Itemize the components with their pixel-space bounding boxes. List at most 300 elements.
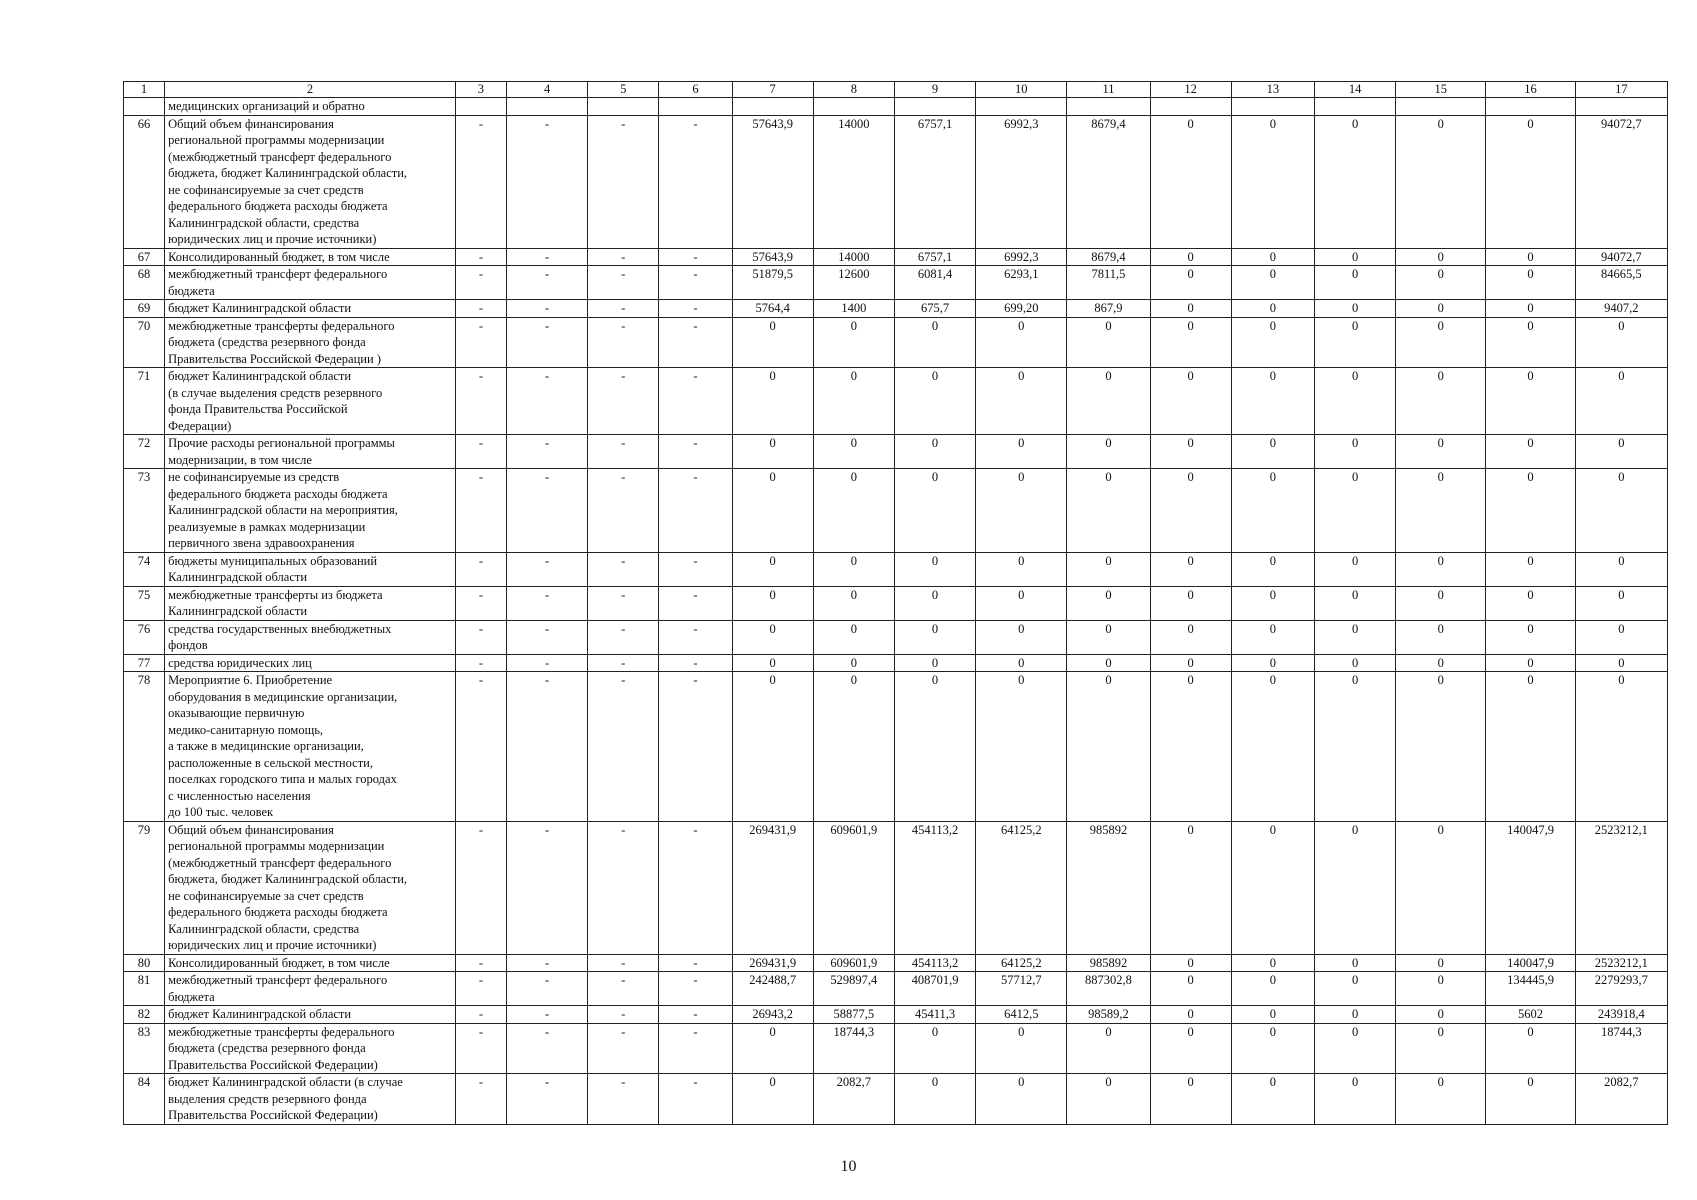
value-cell: 45411,3 bbox=[894, 1006, 975, 1024]
value-cell: - bbox=[588, 368, 659, 435]
value-cell: - bbox=[455, 654, 506, 672]
row-number: 68 bbox=[124, 266, 165, 300]
row-number: 72 bbox=[124, 435, 165, 469]
row-description: бюджет Калининградской области bbox=[165, 1006, 456, 1024]
value-cell: - bbox=[659, 435, 732, 469]
value-cell: 0 bbox=[894, 1023, 975, 1074]
value-cell: 0 bbox=[1231, 672, 1314, 822]
value-cell: 0 bbox=[1396, 821, 1486, 954]
value-cell: - bbox=[588, 954, 659, 972]
table-row bbox=[124, 1074, 1668, 1125]
value-cell: 0 bbox=[1575, 317, 1667, 368]
value-cell: - bbox=[506, 115, 587, 248]
value-cell: 0 bbox=[1067, 672, 1150, 822]
row-description: средства юридических лиц bbox=[165, 654, 456, 672]
table-row bbox=[124, 368, 1668, 435]
value-cell: 0 bbox=[1150, 552, 1231, 586]
value-cell: 0 bbox=[1231, 586, 1314, 620]
value-cell: 0 bbox=[1486, 300, 1575, 318]
value-cell: 0 bbox=[1396, 300, 1486, 318]
value-cell: 0 bbox=[976, 1074, 1067, 1125]
value-cell: 0 bbox=[1314, 248, 1395, 266]
value-cell: 0 bbox=[1067, 620, 1150, 654]
value-cell: - bbox=[659, 248, 732, 266]
value-cell: 57643,9 bbox=[732, 115, 813, 248]
value-cell: - bbox=[588, 1006, 659, 1024]
column-number: 17 bbox=[1575, 82, 1667, 98]
value-cell: 0 bbox=[1486, 672, 1575, 822]
value-cell bbox=[1150, 98, 1231, 116]
row-number: 78 bbox=[124, 672, 165, 822]
value-cell: - bbox=[506, 821, 587, 954]
value-cell: 0 bbox=[813, 586, 894, 620]
value-cell: 134445,9 bbox=[1486, 972, 1575, 1006]
value-cell: - bbox=[506, 586, 587, 620]
value-cell: - bbox=[455, 954, 506, 972]
value-cell: 408701,9 bbox=[894, 972, 975, 1006]
value-cell: 57712,7 bbox=[976, 972, 1067, 1006]
row-number: 73 bbox=[124, 469, 165, 553]
value-cell bbox=[732, 98, 813, 116]
value-cell: 0 bbox=[1575, 368, 1667, 435]
value-cell: 0 bbox=[1575, 552, 1667, 586]
header-row bbox=[124, 82, 1668, 98]
value-cell: 0 bbox=[1150, 654, 1231, 672]
value-cell: 14000 bbox=[813, 115, 894, 248]
value-cell: - bbox=[455, 300, 506, 318]
value-cell: 0 bbox=[1575, 672, 1667, 822]
row-description: Общий объем финансирования региональной программы модернизации (межбюджетный трансферт федерального бюджета, бюджет Калининградской области, не софинансируемые за счет средств федерального бюджета расходы бюджета Калининградской области, средства юридических лиц и прочие источники) bbox=[165, 115, 456, 248]
value-cell: - bbox=[659, 972, 732, 1006]
value-cell: 0 bbox=[1486, 1023, 1575, 1074]
value-cell: - bbox=[588, 654, 659, 672]
column-number: 10 bbox=[976, 82, 1067, 98]
value-cell: 0 bbox=[1575, 586, 1667, 620]
value-cell: 0 bbox=[1314, 552, 1395, 586]
row-number: 82 bbox=[124, 1006, 165, 1024]
page-number: 10 bbox=[840, 1158, 857, 1175]
value-cell: 0 bbox=[1486, 266, 1575, 300]
value-cell: 0 bbox=[894, 435, 975, 469]
value-cell: 0 bbox=[1067, 552, 1150, 586]
value-cell: - bbox=[506, 620, 587, 654]
value-cell: - bbox=[506, 300, 587, 318]
table-row bbox=[124, 98, 1668, 116]
row-number: 76 bbox=[124, 620, 165, 654]
table-row bbox=[124, 115, 1668, 248]
value-cell: - bbox=[455, 821, 506, 954]
value-cell: 6992,3 bbox=[976, 248, 1067, 266]
value-cell: - bbox=[588, 552, 659, 586]
column-number: 6 bbox=[659, 82, 732, 98]
value-cell: 0 bbox=[976, 469, 1067, 553]
value-cell: 0 bbox=[1486, 317, 1575, 368]
value-cell: 0 bbox=[1150, 248, 1231, 266]
value-cell: 0 bbox=[894, 1074, 975, 1125]
value-cell: 0 bbox=[1231, 300, 1314, 318]
table-row bbox=[124, 435, 1668, 469]
value-cell: - bbox=[588, 586, 659, 620]
row-description: бюджет Калининградской области (в случае выделения средств резервного фонда Правительства Российской Федерации) bbox=[165, 1074, 456, 1125]
value-cell: 7811,5 bbox=[1067, 266, 1150, 300]
value-cell: 0 bbox=[813, 368, 894, 435]
value-cell: 0 bbox=[813, 435, 894, 469]
table-row bbox=[124, 317, 1668, 368]
value-cell: 0 bbox=[1486, 1074, 1575, 1125]
value-cell: 0 bbox=[976, 672, 1067, 822]
value-cell: - bbox=[506, 654, 587, 672]
value-cell: - bbox=[455, 1074, 506, 1125]
value-cell: 0 bbox=[1396, 317, 1486, 368]
value-cell: - bbox=[588, 300, 659, 318]
value-cell: 0 bbox=[1231, 248, 1314, 266]
value-cell: 0 bbox=[1396, 954, 1486, 972]
value-cell: 609601,9 bbox=[813, 954, 894, 972]
value-cell: - bbox=[588, 972, 659, 1006]
row-number: 83 bbox=[124, 1023, 165, 1074]
value-cell: 0 bbox=[1231, 654, 1314, 672]
table-row bbox=[124, 620, 1668, 654]
column-number: 5 bbox=[588, 82, 659, 98]
table-row bbox=[124, 586, 1668, 620]
value-cell: 0 bbox=[1396, 248, 1486, 266]
value-cell: - bbox=[588, 248, 659, 266]
value-cell: 0 bbox=[1150, 435, 1231, 469]
value-cell: 675,7 bbox=[894, 300, 975, 318]
value-cell: 0 bbox=[1231, 115, 1314, 248]
column-number: 1 bbox=[124, 82, 165, 98]
value-cell: 0 bbox=[1314, 620, 1395, 654]
value-cell: 0 bbox=[1396, 672, 1486, 822]
value-cell: 0 bbox=[1067, 317, 1150, 368]
value-cell: 243918,4 bbox=[1575, 1006, 1667, 1024]
value-cell: 985892 bbox=[1067, 954, 1150, 972]
value-cell: 0 bbox=[813, 552, 894, 586]
value-cell: 0 bbox=[894, 620, 975, 654]
value-cell: 0 bbox=[1486, 620, 1575, 654]
value-cell: 0 bbox=[1314, 972, 1395, 1006]
value-cell: - bbox=[659, 317, 732, 368]
value-cell: - bbox=[455, 435, 506, 469]
value-cell: - bbox=[588, 1074, 659, 1125]
value-cell: 0 bbox=[976, 586, 1067, 620]
value-cell: 0 bbox=[732, 654, 813, 672]
value-cell: 2082,7 bbox=[1575, 1074, 1667, 1125]
column-number: 9 bbox=[894, 82, 975, 98]
value-cell: - bbox=[455, 972, 506, 1006]
value-cell: 0 bbox=[976, 552, 1067, 586]
table-row bbox=[124, 972, 1668, 1006]
row-number: 84 bbox=[124, 1074, 165, 1125]
row-number: 79 bbox=[124, 821, 165, 954]
value-cell: 887302,8 bbox=[1067, 972, 1150, 1006]
table-row bbox=[124, 1023, 1668, 1074]
value-cell: 0 bbox=[1067, 435, 1150, 469]
value-cell bbox=[1575, 98, 1667, 116]
value-cell: 94072,7 bbox=[1575, 115, 1667, 248]
value-cell: - bbox=[659, 300, 732, 318]
value-cell: 0 bbox=[1067, 1023, 1150, 1074]
row-description: межбюджетные трансферты федерального бюджета (средства резервного фонда Правительства Российской Федерации) bbox=[165, 1023, 456, 1074]
value-cell: 0 bbox=[1231, 552, 1314, 586]
value-cell: - bbox=[455, 1006, 506, 1024]
value-cell: 0 bbox=[813, 469, 894, 553]
value-cell: 0 bbox=[1396, 654, 1486, 672]
value-cell: 0 bbox=[1314, 317, 1395, 368]
value-cell: 6412,5 bbox=[976, 1006, 1067, 1024]
value-cell: 0 bbox=[732, 1023, 813, 1074]
row-number: 71 bbox=[124, 368, 165, 435]
value-cell: 0 bbox=[1231, 266, 1314, 300]
value-cell: 0 bbox=[1150, 300, 1231, 318]
row-description: межбюджетные трансферты из бюджета Калининградской области bbox=[165, 586, 456, 620]
table-row bbox=[124, 1006, 1668, 1024]
value-cell bbox=[1231, 98, 1314, 116]
row-number: 69 bbox=[124, 300, 165, 318]
value-cell: 0 bbox=[1150, 266, 1231, 300]
value-cell: 57643,9 bbox=[732, 248, 813, 266]
table-row bbox=[124, 821, 1668, 954]
column-number: 15 bbox=[1396, 82, 1486, 98]
value-cell: - bbox=[455, 1023, 506, 1074]
value-cell: 18744,3 bbox=[813, 1023, 894, 1074]
value-cell: 0 bbox=[1314, 586, 1395, 620]
value-cell: 0 bbox=[1486, 368, 1575, 435]
value-cell: 0 bbox=[732, 552, 813, 586]
value-cell: 14000 bbox=[813, 248, 894, 266]
value-cell: 1400 bbox=[813, 300, 894, 318]
value-cell: 0 bbox=[813, 317, 894, 368]
row-description: Прочие расходы региональной программы модернизации, в том числе bbox=[165, 435, 456, 469]
value-cell: 58877,5 bbox=[813, 1006, 894, 1024]
value-cell: 0 bbox=[1314, 115, 1395, 248]
row-description: бюджет Калининградской области bbox=[165, 300, 456, 318]
value-cell bbox=[894, 98, 975, 116]
value-cell: - bbox=[506, 972, 587, 1006]
value-cell: 2279293,7 bbox=[1575, 972, 1667, 1006]
row-description: медицинских организаций и обратно bbox=[165, 98, 456, 116]
value-cell: - bbox=[659, 469, 732, 553]
value-cell: 0 bbox=[976, 620, 1067, 654]
value-cell: 0 bbox=[1314, 368, 1395, 435]
value-cell: - bbox=[455, 317, 506, 368]
row-description: межбюджетный трансферт федерального бюджета bbox=[165, 972, 456, 1006]
value-cell: 0 bbox=[1396, 266, 1486, 300]
value-cell: - bbox=[588, 115, 659, 248]
value-cell: 0 bbox=[1314, 1023, 1395, 1074]
value-cell: 0 bbox=[1575, 620, 1667, 654]
value-cell: - bbox=[659, 266, 732, 300]
value-cell: 0 bbox=[1231, 620, 1314, 654]
value-cell: 0 bbox=[1150, 115, 1231, 248]
value-cell: 26943,2 bbox=[732, 1006, 813, 1024]
column-number: 7 bbox=[732, 82, 813, 98]
value-cell: 0 bbox=[1396, 1023, 1486, 1074]
table-row bbox=[124, 266, 1668, 300]
value-cell: 0 bbox=[894, 317, 975, 368]
row-number: 70 bbox=[124, 317, 165, 368]
column-number: 4 bbox=[506, 82, 587, 98]
value-cell: 0 bbox=[1396, 1006, 1486, 1024]
value-cell: 12600 bbox=[813, 266, 894, 300]
value-cell: - bbox=[455, 469, 506, 553]
value-cell: 0 bbox=[1150, 672, 1231, 822]
value-cell: - bbox=[506, 552, 587, 586]
value-cell: - bbox=[588, 469, 659, 553]
value-cell: 0 bbox=[1314, 672, 1395, 822]
value-cell: 0 bbox=[1150, 1074, 1231, 1125]
value-cell: 0 bbox=[894, 552, 975, 586]
value-cell: - bbox=[506, 435, 587, 469]
value-cell: 0 bbox=[1231, 1074, 1314, 1125]
value-cell: 64125,2 bbox=[976, 821, 1067, 954]
value-cell: 0 bbox=[732, 368, 813, 435]
table-row bbox=[124, 300, 1668, 318]
value-cell: 2523212,1 bbox=[1575, 821, 1667, 954]
row-description: Общий объем финансирования региональной программы модернизации (межбюджетный трансферт федерального бюджета, бюджет Калининградской области, не софинансируемые за счет средств федерального бюджета расходы бюджета Калининградской области, средства юридических лиц и прочие источники) bbox=[165, 821, 456, 954]
value-cell: 0 bbox=[1486, 435, 1575, 469]
table-row bbox=[124, 552, 1668, 586]
value-cell: 2082,7 bbox=[813, 1074, 894, 1125]
value-cell: 140047,9 bbox=[1486, 821, 1575, 954]
value-cell: - bbox=[506, 469, 587, 553]
value-cell: 0 bbox=[1486, 469, 1575, 553]
value-cell: 529897,4 bbox=[813, 972, 894, 1006]
value-cell: 0 bbox=[1150, 317, 1231, 368]
value-cell: - bbox=[659, 620, 732, 654]
value-cell: 0 bbox=[1231, 821, 1314, 954]
value-cell: - bbox=[455, 266, 506, 300]
value-cell: 6293,1 bbox=[976, 266, 1067, 300]
value-cell: 0 bbox=[1067, 1074, 1150, 1125]
value-cell: 0 bbox=[976, 317, 1067, 368]
value-cell: - bbox=[455, 115, 506, 248]
value-cell bbox=[1067, 98, 1150, 116]
value-cell: - bbox=[659, 672, 732, 822]
value-cell: 0 bbox=[1150, 954, 1231, 972]
value-cell: 0 bbox=[732, 469, 813, 553]
value-cell: 0 bbox=[1231, 368, 1314, 435]
value-cell: 0 bbox=[1231, 954, 1314, 972]
value-cell: 51879,5 bbox=[732, 266, 813, 300]
value-cell: 609601,9 bbox=[813, 821, 894, 954]
value-cell: 867,9 bbox=[1067, 300, 1150, 318]
row-description: не софинансируемые из средств федерального бюджета расходы бюджета Калининградской области на мероприятия, реализуемые в рамках модернизации первичного звена здравоохранения bbox=[165, 469, 456, 553]
value-cell: - bbox=[659, 586, 732, 620]
value-cell: 0 bbox=[1067, 368, 1150, 435]
value-cell: 0 bbox=[976, 1023, 1067, 1074]
value-cell: - bbox=[659, 368, 732, 435]
value-cell bbox=[455, 98, 506, 116]
value-cell: 0 bbox=[1396, 620, 1486, 654]
value-cell: - bbox=[506, 317, 587, 368]
value-cell: 94072,7 bbox=[1575, 248, 1667, 266]
value-cell: 2523212,1 bbox=[1575, 954, 1667, 972]
value-cell: 0 bbox=[1231, 435, 1314, 469]
value-cell: - bbox=[659, 1006, 732, 1024]
value-cell bbox=[976, 98, 1067, 116]
value-cell bbox=[1486, 98, 1575, 116]
value-cell: - bbox=[659, 1074, 732, 1125]
value-cell: 8679,4 bbox=[1067, 248, 1150, 266]
value-cell: 0 bbox=[813, 654, 894, 672]
value-cell: 0 bbox=[976, 654, 1067, 672]
column-number: 16 bbox=[1486, 82, 1575, 98]
value-cell: 5602 bbox=[1486, 1006, 1575, 1024]
value-cell bbox=[659, 98, 732, 116]
row-number: 66 bbox=[124, 115, 165, 248]
value-cell: 0 bbox=[1150, 1006, 1231, 1024]
value-cell: - bbox=[659, 954, 732, 972]
table-row bbox=[124, 954, 1668, 972]
row-description: Мероприятие 6. Приобретение оборудования в медицинские организации, оказывающие первичную медико-санитарную помощь, а также в медицинские организации, расположенные в сельской местности, поселках городского типа и малых городах с численностью населения до 100 тыс. человек bbox=[165, 672, 456, 822]
value-cell: - bbox=[506, 954, 587, 972]
budget-table bbox=[123, 81, 1668, 1125]
value-cell: 0 bbox=[894, 672, 975, 822]
value-cell: 0 bbox=[1150, 586, 1231, 620]
value-cell: - bbox=[588, 821, 659, 954]
value-cell: 0 bbox=[1396, 368, 1486, 435]
value-cell: 0 bbox=[1314, 1006, 1395, 1024]
value-cell: 0 bbox=[1150, 368, 1231, 435]
value-cell: - bbox=[455, 586, 506, 620]
value-cell: 985892 bbox=[1067, 821, 1150, 954]
value-cell: 699,20 bbox=[976, 300, 1067, 318]
value-cell: 0 bbox=[894, 469, 975, 553]
value-cell: 0 bbox=[1314, 954, 1395, 972]
value-cell: 242488,7 bbox=[732, 972, 813, 1006]
value-cell: 0 bbox=[1396, 115, 1486, 248]
value-cell: - bbox=[506, 266, 587, 300]
value-cell: 0 bbox=[813, 620, 894, 654]
value-cell: 0 bbox=[894, 654, 975, 672]
value-cell: 6992,3 bbox=[976, 115, 1067, 248]
value-cell: 0 bbox=[732, 317, 813, 368]
value-cell: 0 bbox=[1314, 1074, 1395, 1125]
value-cell: 8679,4 bbox=[1067, 115, 1150, 248]
row-description: бюджеты муниципальных образований Калининградской области bbox=[165, 552, 456, 586]
value-cell: 0 bbox=[1150, 821, 1231, 954]
value-cell: - bbox=[455, 368, 506, 435]
value-cell: 269431,9 bbox=[732, 954, 813, 972]
value-cell: 18744,3 bbox=[1575, 1023, 1667, 1074]
value-cell: 0 bbox=[1067, 469, 1150, 553]
value-cell: - bbox=[506, 1074, 587, 1125]
value-cell: 0 bbox=[1396, 435, 1486, 469]
value-cell: 0 bbox=[1150, 972, 1231, 1006]
value-cell: 0 bbox=[732, 435, 813, 469]
value-cell: - bbox=[588, 1023, 659, 1074]
row-number: 77 bbox=[124, 654, 165, 672]
value-cell bbox=[588, 98, 659, 116]
column-number: 2 bbox=[165, 82, 456, 98]
value-cell: 0 bbox=[1231, 972, 1314, 1006]
value-cell: 0 bbox=[1067, 654, 1150, 672]
value-cell: 0 bbox=[1396, 972, 1486, 1006]
value-cell: 0 bbox=[1314, 654, 1395, 672]
row-description: Консолидированный бюджет, в том числе bbox=[165, 954, 456, 972]
value-cell: 0 bbox=[1314, 266, 1395, 300]
value-cell: 0 bbox=[1231, 469, 1314, 553]
row-description: межбюджетный трансферт федерального бюджета bbox=[165, 266, 456, 300]
value-cell: 84665,5 bbox=[1575, 266, 1667, 300]
column-number: 3 bbox=[455, 82, 506, 98]
value-cell: - bbox=[506, 1023, 587, 1074]
column-number: 12 bbox=[1150, 82, 1231, 98]
value-cell: - bbox=[455, 620, 506, 654]
row-description: Консолидированный бюджет, в том числе bbox=[165, 248, 456, 266]
value-cell: 0 bbox=[894, 586, 975, 620]
